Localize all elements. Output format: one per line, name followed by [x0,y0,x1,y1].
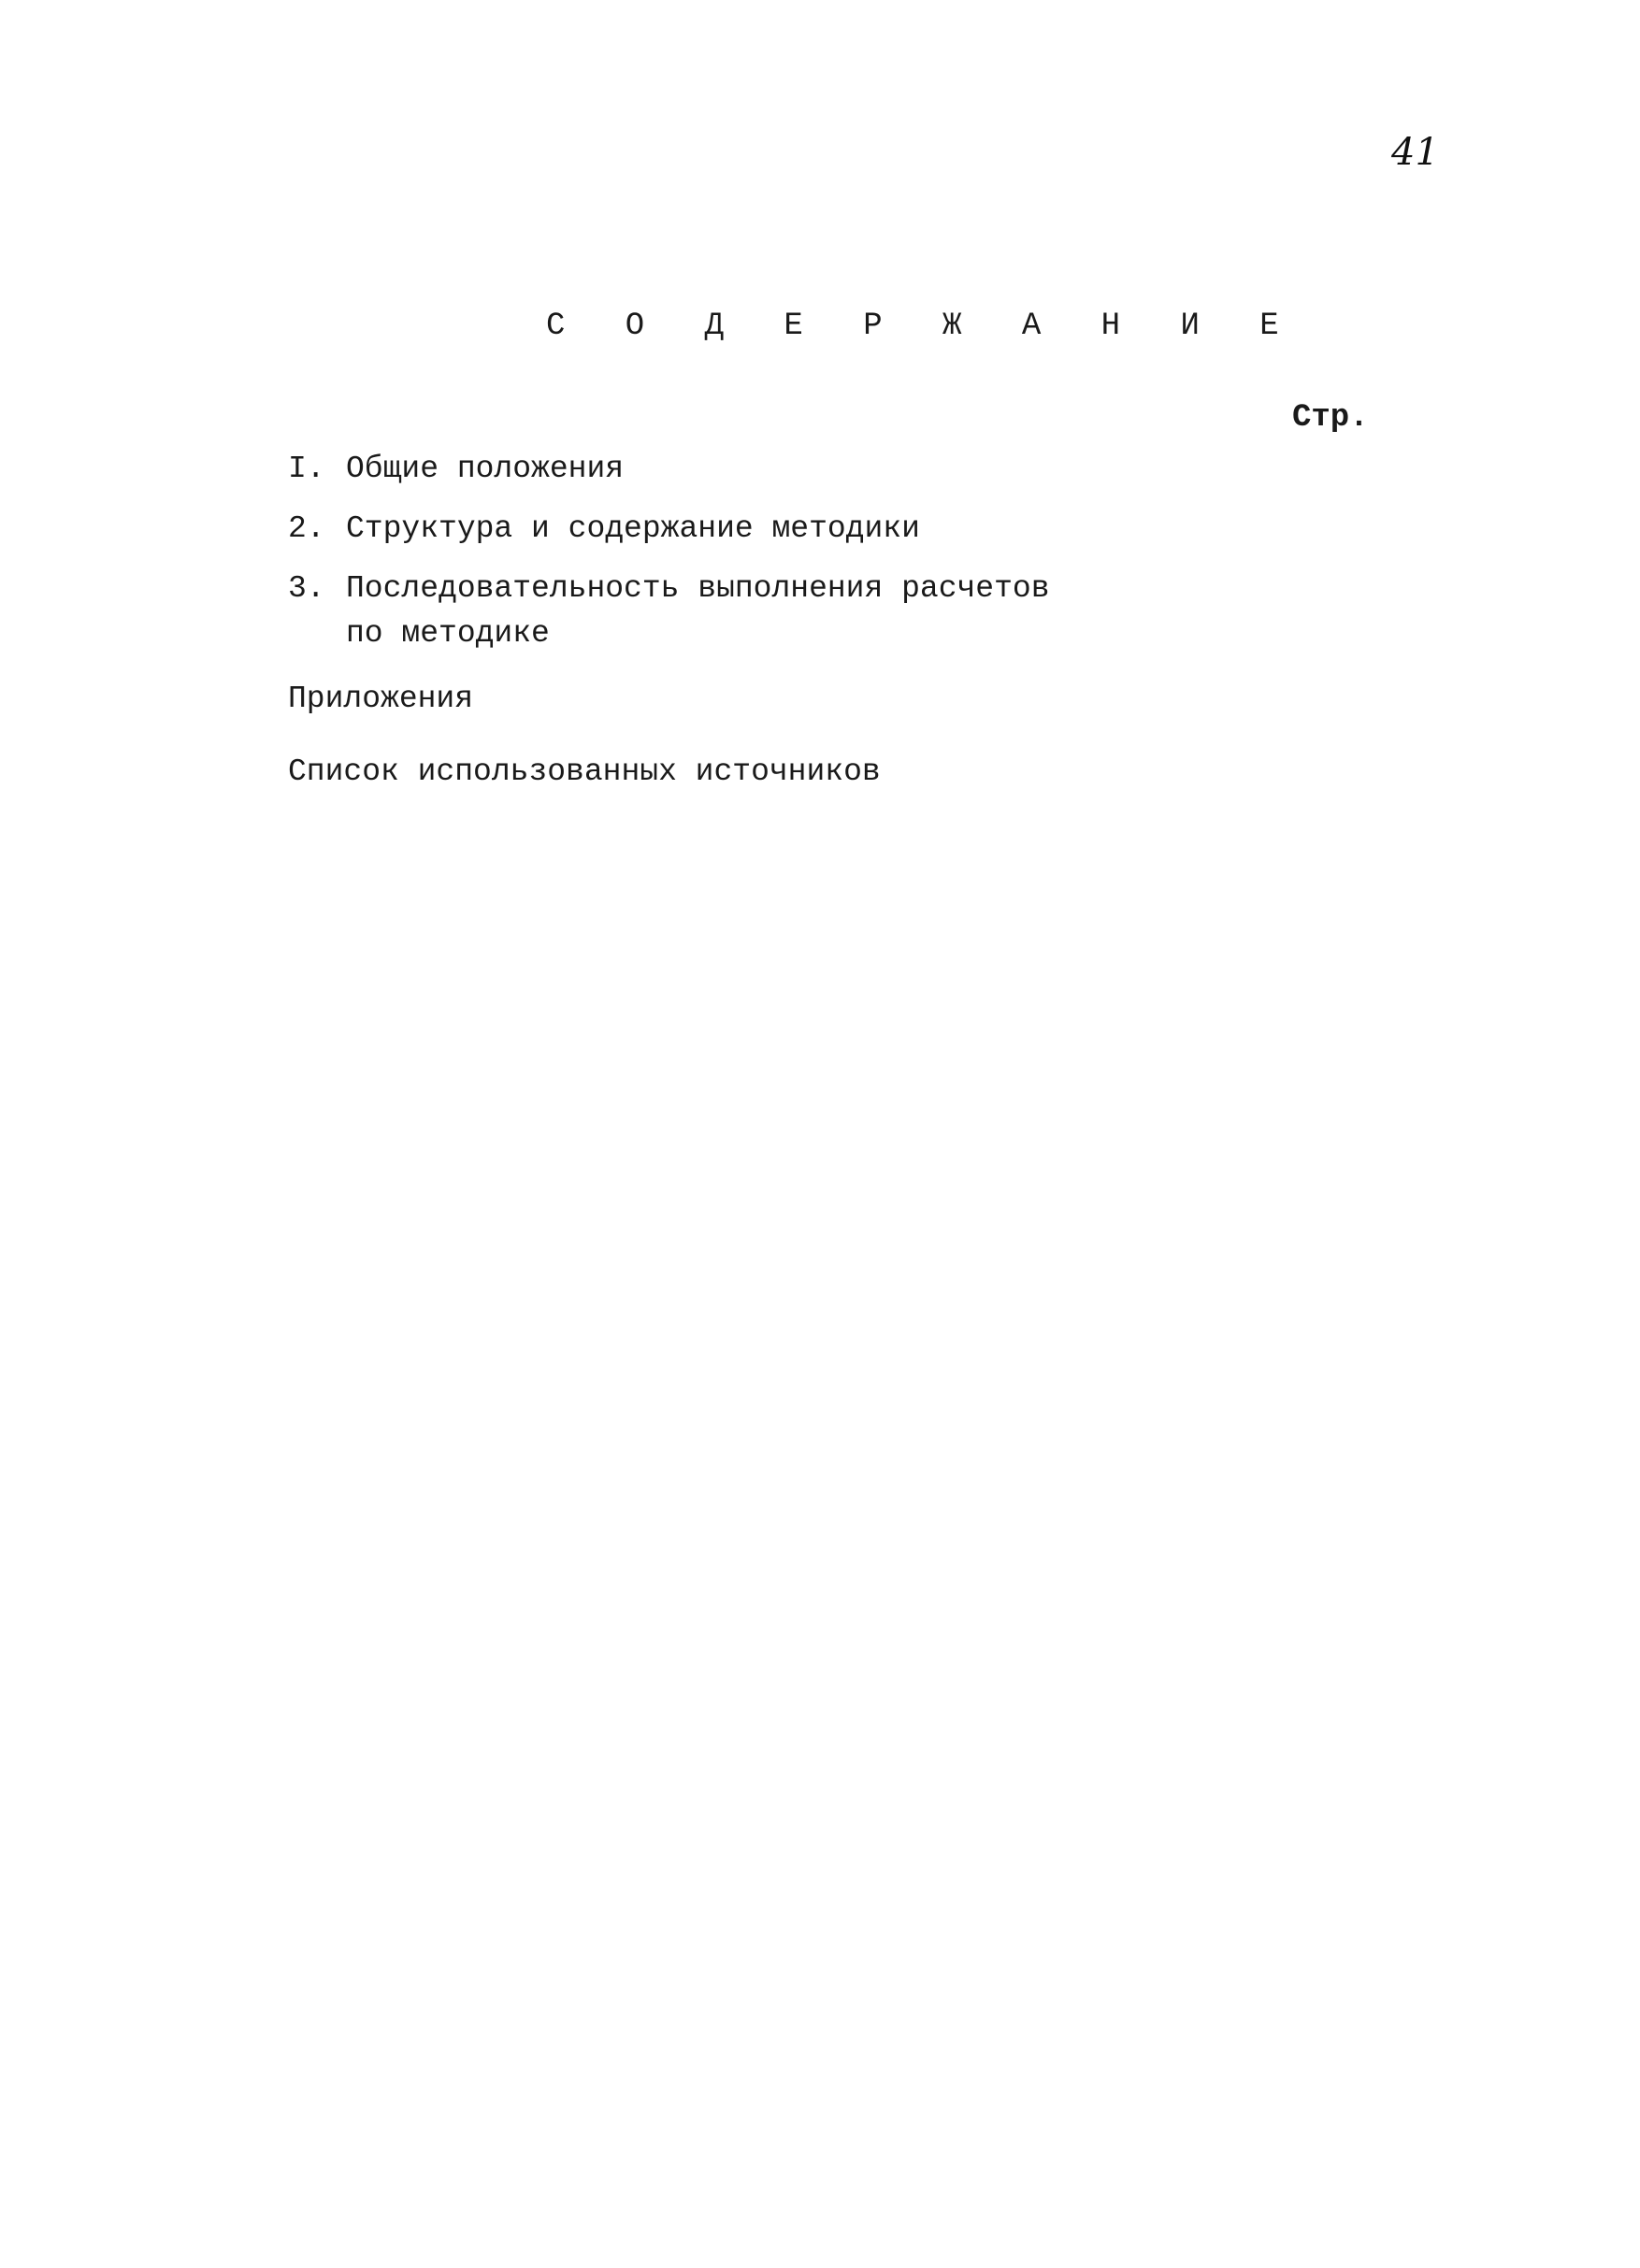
table-of-contents [288,447,1410,795]
toc-item-appendices: Приложения [288,682,474,716]
toc-item-references: Список использованных источников [288,754,881,789]
toc-item-text: Структура и содержание методики [346,511,920,546]
toc-item-calculation-sequence [288,567,1410,656]
toc-item-number: 2. [288,511,325,546]
page-column-header: Стр. [1292,400,1369,436]
page-title: С О Д Е Р Ж А Н И Е [546,309,1300,344]
toc-item-continuation: по методике [346,616,550,651]
toc-item-structure [288,507,1410,552]
handwritten-page-number: 41 [1391,131,1439,174]
toc-item-number: 3. [288,571,325,606]
toc-item-text: Общие положения [346,452,625,486]
toc-item-number: I. [288,452,325,486]
toc-item-general-provisions [288,447,1410,492]
toc-item-text: Последовательность выполнения расчетов [346,571,1050,606]
